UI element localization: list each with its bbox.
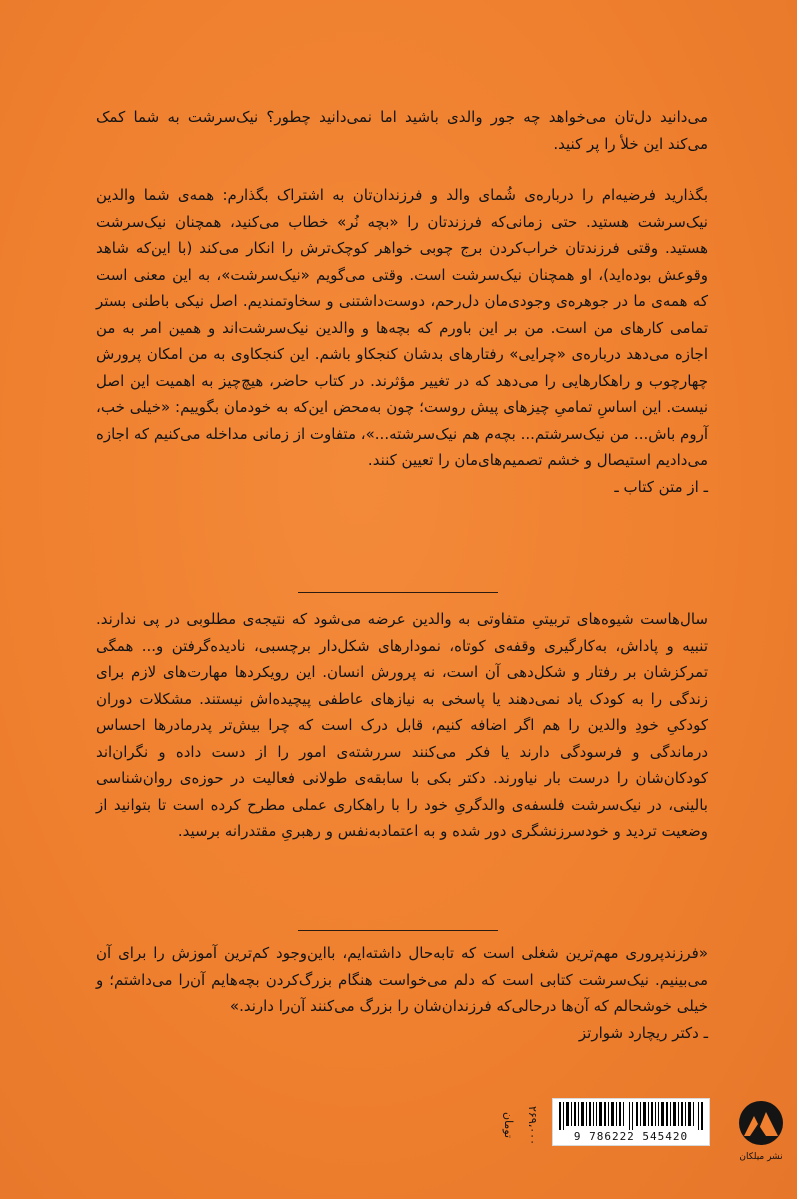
divider-1 xyxy=(298,592,498,593)
mountains-logo-icon xyxy=(735,1100,787,1146)
excerpt-source: ـ از متن کتاب ـ xyxy=(614,477,708,496)
intro-text: می‌دانید دل‌تان می‌خواهد چه جور والدی باشید اما نمی‌دانید چطور؟ نیک‌سرشت به شما کمک می‌کند این خلأ را پر کنید. xyxy=(96,108,708,153)
quote-text: «فرزندپروری مهم‌ترین شغلی است که تابه‌حال داشته‌ایم، بااین‌وجود کم‌ترین آموزش را برای آن می‌بینیم. نیک‌سرشت کتابی است که دلم می‌خواست هنگام بزرگ‌کردن بچه‌هایم آن‌را می‌داشتم؛ و خیلی خوشحالم که آن‌ها درحالی‌که فرزندان‌شان را بزرگ می‌کنند آن‌را دارند.» xyxy=(96,944,708,1015)
isbn-number: 9 786222 545420 xyxy=(573,1130,689,1143)
intro-paragraph xyxy=(96,104,708,157)
quote-author: ـ دکتر ریچارد شوارتز xyxy=(578,1023,708,1042)
quote-section xyxy=(96,940,708,1046)
excerpt-section xyxy=(96,182,708,500)
summary-text: سال‌هاست شیوه‌های تربیتیِ متفاوتی به والدین عرضه می‌شود که نتیجه‌ی مطلوبی در پی ندارند. تنبیه و پاداش، به‌کارگیری وقفه‌ی کوتاه، نمودارهای شکل‌دار برچسبی، نادیده‌گرفتن و... همگی تمرکزشان بر رفتار و شکل‌دهی آن است، نه پرورش انسان. این رویکردها مهارت‌های لازم برای زندگی را به کودک یاد نمی‌دهند یا پاسخی به نیازهای عاطفی پیچیده‌اش نیستند. مشکلات دوران کودکیِ خودِ والدین را هم اگر اضافه کنیم، قابل درک است که چرا بیش‌تر پدرمادرها احساس درماندگی و فرسودگی دارند یا فکر می‌کنند سررشته‌ی امور را از دست داده و نگران‌اند کودکان‌شان را درست بار نیاورند. دکتر بکی با سابقه‌ی طولانی فعالیت در حوزه‌ی روان‌شناسی بالینی، در نیک‌سرشت فلسفه‌ی والدگریِ خود را با راهکاری عملی مطرح کرده است تا بتوانید از وضعیت تردید و خودسرزنشگری دور شده و به اعتمادبه‌نفس و رهبریِ مقتدرانه برسید. xyxy=(96,610,708,840)
price-label: ۲۶۹،۰۰۰ تومان xyxy=(502,1105,539,1145)
barcode-icon xyxy=(559,1102,703,1130)
publisher-name: نشر میلکان xyxy=(739,1152,783,1162)
divider-2 xyxy=(298,930,498,931)
excerpt-text: بگذارید فرضیه‌ام را درباره‌ی شُمای والد و فرزندان‌تان به اشتراک بگذارم: همه‌ی شما والدین نیک‌سرشت هستید. حتی زمانی‌که فرزندتان را «بچه نُر» خطاب می‌کنید، همچنان نیک‌سرشت هستید. وقتی فرزندتان خراب‌کردن برج چوبی خواهر کوچک‌ترش را انکار می‌کند (با این‌که شاهد وقوعش بوده‌اید)، او همچنان نیک‌سرشت است. وقتی می‌گویم «نیک‌سرشت»، به این معنی است که همه‌ی ما در جوهره‌ی وجودی‌مان دل‌رحم، دوست‌داشتنی و سخاوتمندیم. اصل نیکی باطنی بستر تمامی کارهای من است. من بر این باورم که بچه‌ها و والدین نیک‌سرشت‌اند و همین امر به من اجازه می‌دهد درباره‌ی «چرایی» رفتارهای بدشان کنجکاو باشم. این کنجکاوی به من امکان پرورش چهارچوب و راهکارهایی را می‌دهد که در تغییر مؤثرند. در کتاب حاضر، هیچ‌چیز به اهمیت این اصل نیست. این اساسِ تمامیِ چیزهای پیش روست؛ چون به‌محض این‌که به خودمان بگوییم: «خیلی خب، آروم باش... من نیک‌سرشتم... بچه‌م هم نیک‌سرشته...»، متفاوت از زمانی مداخله می‌کنیم که اجازه می‌دادیم استیصال و خشم تصمیم‌های‌مان را تعیین کنند. xyxy=(96,186,708,469)
publisher-logo xyxy=(735,1100,787,1162)
isbn-barcode xyxy=(552,1098,710,1146)
summary-section xyxy=(96,606,708,845)
